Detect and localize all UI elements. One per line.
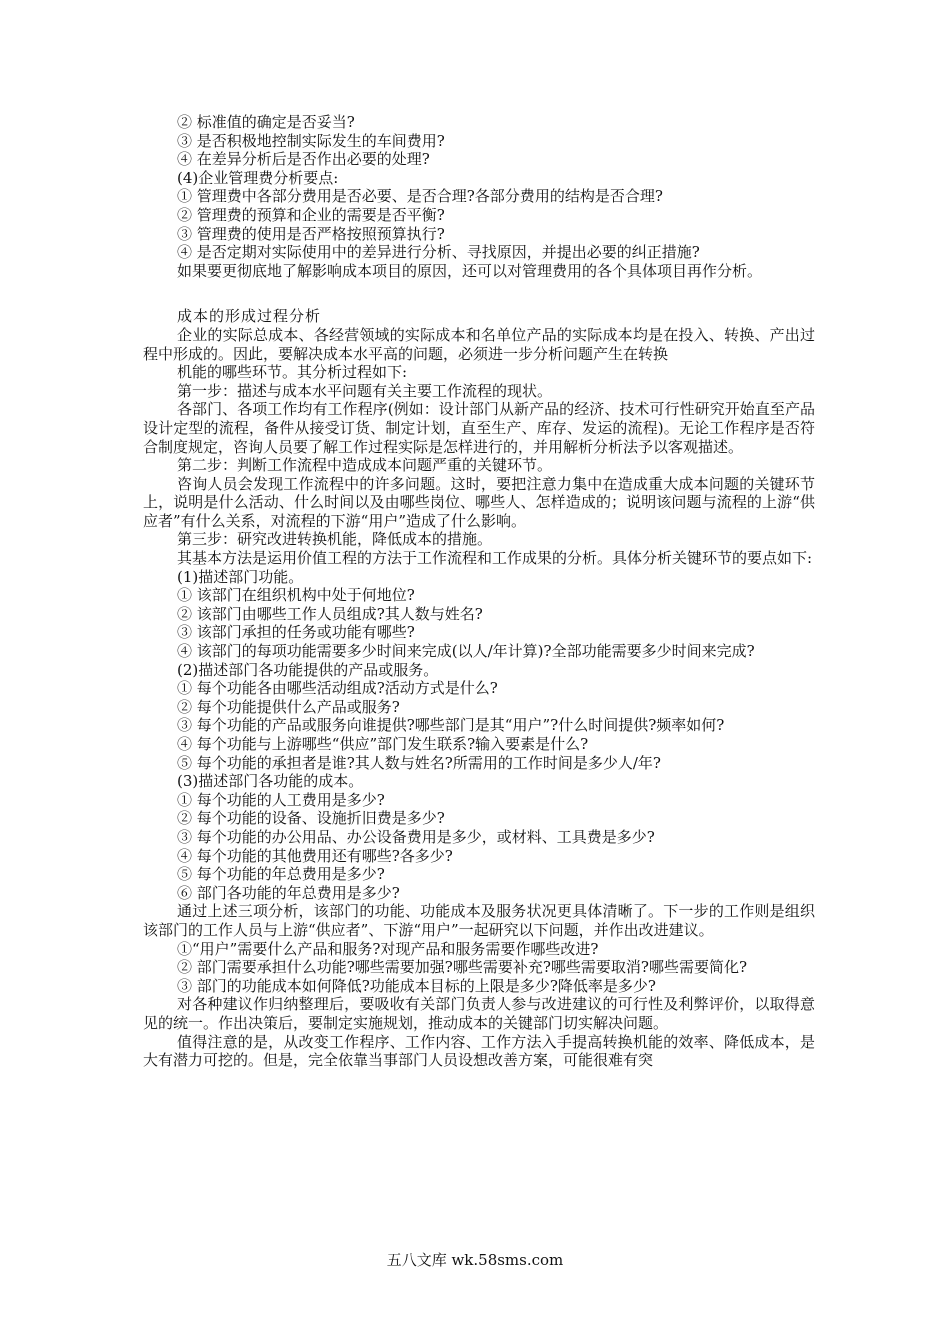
paragraph: 企业的实际总成本、各经营领域的实际成本和名单位产品的实际成本均是在投入、转换、产出过程中形成的。因此，要解决成本水平高的问题，必须进一步分析问题产生在转换 [143,325,815,363]
list-item: ① 管理费中各部分费用是否必要、是否合理?各部分费用的结构是否合理? [177,187,663,206]
list-item: ③ 该部门承担的任务或功能有哪些? [177,623,415,642]
section-title: (2)描述部门各功能提供的产品或服务。 [177,660,439,679]
list-item: ③ 每个功能的产品或服务向谁提供?哪些部门是其“用户”?什么时间提供?频率如何? [177,716,725,735]
section-title: (4)企业管理费分析要点: [177,168,339,187]
paragraph: 通过上述三项分析，该部门的功能、功能成本及服务状况更具体清晰了。下一步的工作则是组织该部门的工作人员与上游“供应者”、下游“用户”一起研究以下问题，并作出改进建议。 [143,902,815,939]
paragraph-line: 机能的哪些环节。其分析过程如下: [177,363,408,382]
list-item: ③ 部门的功能成本如何降低?功能成本目标的上限是多少?降低率是多少? [177,976,656,995]
list-item: ④ 该部门的每项功能需要多少时间来完成(以人/年计算)?全部功能需要多少时间来完成? [177,642,755,661]
document-body [143,113,815,1070]
list-item: ① 每个功能各由哪些活动组成?活动方式是什么? [177,679,498,698]
list-item: ② 管理费的预算和企业的需要是否平衡? [177,205,445,224]
section-heading: 成本的形成过程分析 [177,307,322,326]
list-item: ② 该部门由哪些工作人员组成?其人数与姓名? [177,604,483,623]
paragraph: 各部门、各项工作均有工作程序(例如：设计部门从新产品的经济、技术可行性研究开始直至产品设计定型的流程，备件从接受订货、制定计划，直至生产、库存、发运的流程)。无论工作程序是否符合制度规定，咨询人员要了解工作过程实际是怎样进行的，并用解析分析法予以客观描述。 [143,400,815,456]
paragraph: 值得注意的是，从改变工作程序、工作内容、工作方法入手提高转换机能的效率、降低成本，是大有潜力可挖的。但是，完全依靠当事部门人员设想改善方案，可能很难有突 [143,1032,815,1070]
list-item: ④ 每个功能与上游哪些“供应”部门发生联系?输入要素是什么? [177,735,589,753]
list-item: ⑥ 部门各功能的年总费用是多少? [177,883,400,902]
list-item: ④ 是否定期对实际使用中的差异进行分析、寻找原因，并提出必要的纠正措施? [177,243,700,262]
step-title: 第一步：描述与成本水平问题有关主要工作流程的现状。 [177,381,553,400]
list-item: ② 部门需要承担什么功能?哪些需要加强?哪些需要补充?哪些需要取消?哪些需要简化? [177,958,747,977]
paragraph: 其基本方法是运用价值工程的方法于工作流程和工作成果的分析。具体分析关键环节的要点如下: [177,549,813,568]
list-item: ③ 每个功能的办公用品、办公设备费用是多少，或材料、工具费是多少? [177,827,655,846]
list-item: ② 每个功能的设备、设施折旧费是多少? [177,809,445,828]
list-item: ① 该部门在组织机构中处于何地位? [177,586,415,605]
footer-watermark: 五八文库 wk.58sms.com [386,1251,564,1269]
paragraph: 咨询人员会发现工作流程中的许多问题。这时，要把注意力集中在造成重大成本问题的关键环节上，说明是什么活动、什么时间以及由哪些岗位、哪些人、怎样造成的；说明该问题与流程的上游“供应者”有什么关系，对流程的下游“用户”造成了什么影响。 [143,474,815,530]
list-item: ①“用户”需要什么产品和服务?对现产品和服务需要作哪些改进? [177,939,599,958]
list-item: ④ 在差异分析后是否作出必要的处理? [177,150,430,169]
list-item: ② 标准值的确定是否妥当? [177,113,355,131]
paragraph: 如果要更彻底地了解影响成本项目的原因，还可以对管理费用的各个具体项目再作分析。 [177,261,763,280]
list-item: ③ 是否积极地控制实际发生的车间费用? [177,131,445,150]
list-item: ⑤ 每个功能的年总费用是多少? [177,865,385,884]
list-item: ④ 每个功能的其他费用还有哪些?各多少? [177,846,453,865]
step-title: 第三步：研究改进转换机能，降低成本的措施。 [177,530,493,549]
list-item: ⑤ 每个功能的承担者是谁?其人数与姓名?所需用的工作时间是多少人/年? [177,753,661,772]
section-title: (1)描述部门功能。 [177,567,304,586]
list-item: ③ 管理费的使用是否严格按照预算执行? [177,224,445,243]
section-title: (3)描述部门各功能的成本。 [177,772,364,791]
list-item: ① 每个功能的人工费用是多少? [177,790,385,809]
paragraph: 对各种建议作归纳整理后，要吸收有关部门负责人参与改进建议的可行性及利弊评价，以取得意见的统一。作出决策后，要制定实施规划，推动成本的关键部门切实解决问题。 [143,995,815,1032]
list-item: ② 每个功能提供什么产品或服务? [177,697,400,716]
step-title: 第二步：判断工作流程中造成成本问题严重的关键环节。 [177,456,553,475]
